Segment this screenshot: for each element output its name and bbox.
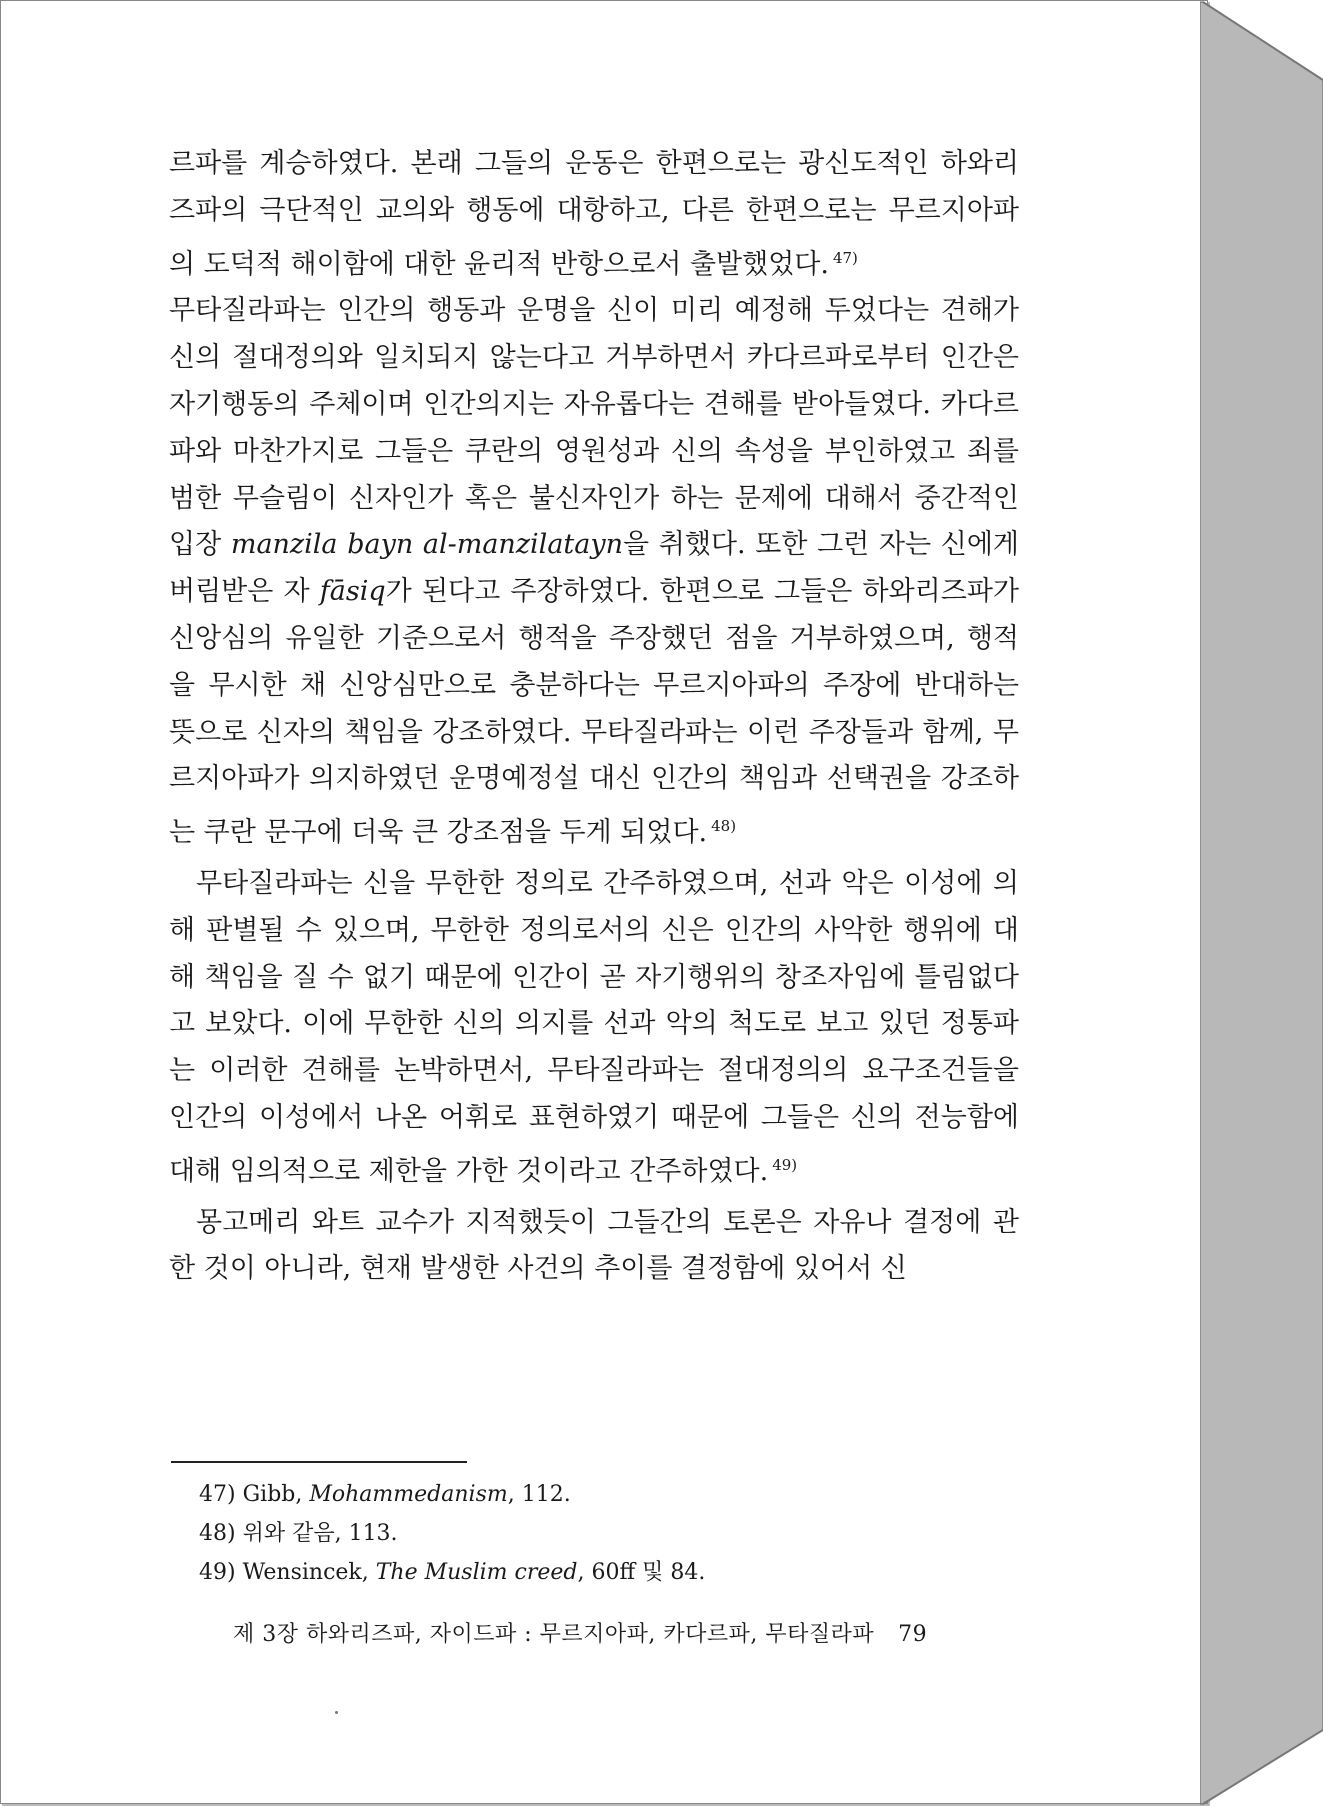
footnote-ref-47: 47)	[832, 248, 858, 267]
paragraph-1	[169, 141, 1019, 288]
footnote-47	[199, 1475, 1019, 1514]
footnote-ref-48: 48)	[711, 817, 737, 836]
footnote-title: The Muslim creed	[375, 1560, 578, 1585]
paragraph-1-text: 르파를 계승하였다. 본래 그들의 운동은 한편으로는 광신도적인 하와리즈파의 극단적인 교의와 행동에 대항하고, 다른 한편으로는 무르지아파의 도덕적 해이함에 대한 윤리적 반항으로서 출발했었다.	[169, 148, 1019, 280]
page-stack-shape	[1200, 0, 1323, 1806]
footnote-text: Gibb,	[242, 1482, 303, 1507]
footnote-divider	[171, 1461, 467, 1463]
paragraph-4	[169, 1200, 1019, 1294]
paragraph-3	[169, 861, 1019, 1196]
footnote-number: 48)	[199, 1521, 236, 1546]
chapter-title: 제 3장 하와리즈파, 자이드파 : 무르지아파, 카다르파, 무타질라파	[233, 1622, 875, 1647]
paragraph-3-text: 무타질라파는 신을 무한한 정의로 간주하였으며, 선과 악은 이성에 의해 판별될 수 있으며, 무한한 정의로서의 신은 인간의 사악한 행위에 대해 책임을 질 수 없기 때문에 인간이 곧 자기행위의 창조자임에 틀림없다고 보았다. 이에 무한한 신의 의지를 선과 악의 척도로 보고 있던 정통파는 이러한 견해를 논박하면서, 무타질라파는 절대정의의 요구조건들을 인간의 이성에서 나온 어휘로 표현하였기 때문에 그들은 신의 전능함에 대해 임의적으로 제한을 가한 것이라고 간주하였다.	[169, 867, 1019, 1187]
footnote-text-tail: , 112.	[507, 1482, 571, 1507]
footnote-number: 47)	[199, 1482, 236, 1507]
paragraph-2	[169, 288, 1019, 857]
page-number: 79	[898, 1622, 928, 1647]
footnote-text: 위와 같음, 113.	[242, 1521, 398, 1546]
footnote-number: 49)	[199, 1560, 236, 1585]
term-manzila: manzila bayn al-manzilatayn	[230, 529, 624, 561]
body-text	[169, 141, 1019, 1293]
footnote-text: Wensincek,	[242, 1560, 369, 1585]
paragraph-2-text-a: 무타질라파는 인간의 행동과 운명을 신이 미리 예정해 두었다는 견해가 신의 절대정의와 일치되지 않는다고 거부하면서 카다르파로부터 인간은 자기행동의 주체이며 인간의지는 자유롭다는 견해를 받아들였다. 카다르파와 마찬가지로 그들은 쿠란의 영원성과 신의 속성을 부인하였고 죄를 범한 무슬림이 신자인가 혹은 불신자인가 하는 문제에 대해서 중간적인 입장	[169, 295, 1019, 561]
page-stack-edge	[1200, 0, 1323, 1806]
footnote-ref-49: 49)	[772, 1155, 798, 1174]
speck-mark	[335, 1711, 338, 1714]
running-footer	[233, 1617, 1033, 1648]
term-fasiq: fāsiq	[319, 576, 386, 608]
paragraph-4-text: 몽고메리 와트 교수가 지적했듯이 그들간의 토론은 자유나 결정에 관한 것이 아니라, 현재 발생한 사건의 추이를 결정함에 있어서 신	[169, 1206, 1019, 1285]
footnote-title: Mohammedanism	[309, 1482, 508, 1507]
footnote-49	[199, 1553, 1019, 1592]
paragraph-2-text-c: 가 된다고 주장하였다. 한편으로 그들은 하와리즈파가 신앙심의 유일한 기준으로서 행적을 주장했던 점을 거부하였으며, 행적을 무시한 채 신앙심만으로 충분하다는 무르지아파의 주장에 반대하는 뜻으로 신자의 책임을 강조하였다. 무타질라파는 이런 주장들과 함께, 무르지아파가 의지하였던 운명예정설 대신 인간의 책임과 선택권을 강조하는 쿠란 문구에 더욱 큰 강조점을 두게 되었다.	[169, 576, 1019, 849]
paragraph-2-text-b: 을 취했다. 또한 그런 자는 신에게 버림받은 자	[169, 529, 1019, 608]
footnotes	[199, 1475, 1019, 1592]
footnote-text-tail: , 60ff 및 84.	[577, 1560, 706, 1585]
footnote-48	[199, 1514, 1019, 1553]
